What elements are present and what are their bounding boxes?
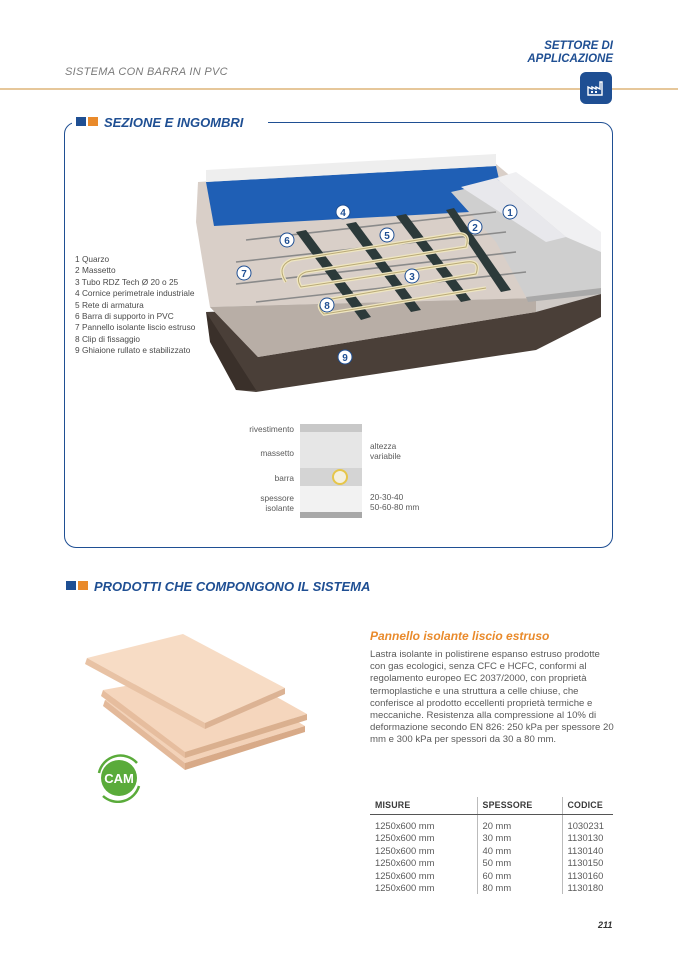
legend [75, 254, 195, 357]
square-blue-icon [66, 581, 76, 590]
legend-item: 1 Quarzo [75, 254, 110, 264]
marker-8 [320, 298, 334, 312]
product-description: Lastra isolante in polistirene espanso estruso prodotte con gas ecologici, senza CFC e HCFC, conformi al regolamento europeo EC 2037/2000, con proprietà termoplastiche e una struttura a celle chiuse, che conferisce al prodotto eccellenti proprietà termiche e meccaniche. Resistenza alla compressione al 10% di deformazione secondo EN 826: 250 kPa per spessore 20 mm e 300 kPa per spessori da 30 a 80 mm. [370, 649, 614, 746]
marker-1 [503, 205, 517, 219]
svg-text:4: 4 [340, 208, 346, 219]
system-name: SISTEMA CON BARRA IN PVC [65, 66, 228, 78]
svg-text:3: 3 [409, 272, 415, 283]
marker-4 [336, 205, 350, 219]
legend-item: 9 Ghiaione rullato e stabilizzato [75, 345, 191, 356]
svg-text:6: 6 [284, 236, 290, 247]
table-row: 1250x600 mm 80 mm 1130180 [370, 882, 613, 894]
cs-label-barra: barra [274, 473, 294, 483]
sector-label-line2: APPLICAZIONE [527, 53, 613, 65]
svg-text:2: 2 [472, 223, 478, 234]
legend-item: 2 Massetto [75, 265, 116, 276]
floor-section-diagram [196, 152, 606, 392]
section-title-sezione [76, 115, 243, 130]
cam-badge [99, 756, 139, 802]
col-header-codice: CODICE [562, 797, 613, 815]
marker-7 [237, 266, 251, 280]
svg-text:CAM: CAM [104, 771, 134, 786]
legend-item: 4 Cornice perimetrale industriale [75, 288, 195, 299]
cs-label-massetto: massetto [260, 448, 294, 458]
cs-note-thickness: 20-30-40 50-60-80 mm [370, 492, 420, 512]
marker-3 [405, 269, 419, 283]
section-title-text: SEZIONE E INGOMBRI [104, 115, 244, 130]
page-number: 211 [598, 920, 613, 930]
cs-note-altezza: altezza variabile [370, 441, 401, 461]
table-row: 1250x600 mm 20 mm 1030231 [370, 815, 613, 833]
cs-label-spessore: spessore isolante [260, 493, 294, 513]
svg-text:8: 8 [324, 301, 330, 312]
product-image [85, 628, 310, 803]
table-row: 1250x600 mm 60 mm 1130160 [370, 870, 613, 882]
square-blue-icon [76, 117, 86, 126]
svg-text:9: 9 [342, 353, 348, 364]
table-row: 1250x600 mm 30 mm 1130130 [370, 832, 613, 844]
table-header-row [370, 797, 613, 815]
svg-text:1: 1 [507, 208, 513, 219]
legend-item: 6 Barra di supporto in PVC [75, 311, 174, 322]
svg-text:5: 5 [384, 231, 390, 242]
legend-item: 7 Pannello isolante liscio estruso [75, 322, 196, 333]
industrial-building-icon [580, 72, 612, 104]
cs-label-rivestimento: rivestimento [249, 424, 294, 434]
header-rule [0, 88, 678, 90]
square-orange-icon [78, 581, 88, 590]
section-title-prodotti [66, 579, 370, 594]
table-row: 1250x600 mm 50 mm 1130150 [370, 857, 613, 869]
legend-item: 5 Rete di armatura [75, 299, 144, 310]
marker-2 [468, 220, 482, 234]
marker-9 [338, 350, 352, 364]
section-title-text: PRODOTTI CHE COMPONGONO IL SISTEMA [94, 579, 371, 594]
product-title: Pannello isolante liscio estruso [370, 629, 550, 643]
col-header-misure: MISURE [370, 797, 477, 815]
legend-item: 3 Tubo RDZ Tech Ø 20 o 25 [75, 276, 179, 287]
table-row: 1250x600 mm 40 mm 1130140 [370, 845, 613, 857]
specs-table [370, 797, 613, 894]
sector-label [527, 40, 613, 66]
svg-text:7: 7 [241, 269, 247, 280]
legend-item: 8 Clip di fissaggio [75, 333, 141, 344]
sector-label-line1: SETTORE DI [544, 40, 613, 52]
cross-section-diagram [300, 422, 364, 522]
marker-5 [380, 228, 394, 242]
col-header-spessore: SPESSORE [477, 797, 562, 815]
square-orange-icon [88, 117, 98, 126]
marker-6 [280, 233, 294, 247]
